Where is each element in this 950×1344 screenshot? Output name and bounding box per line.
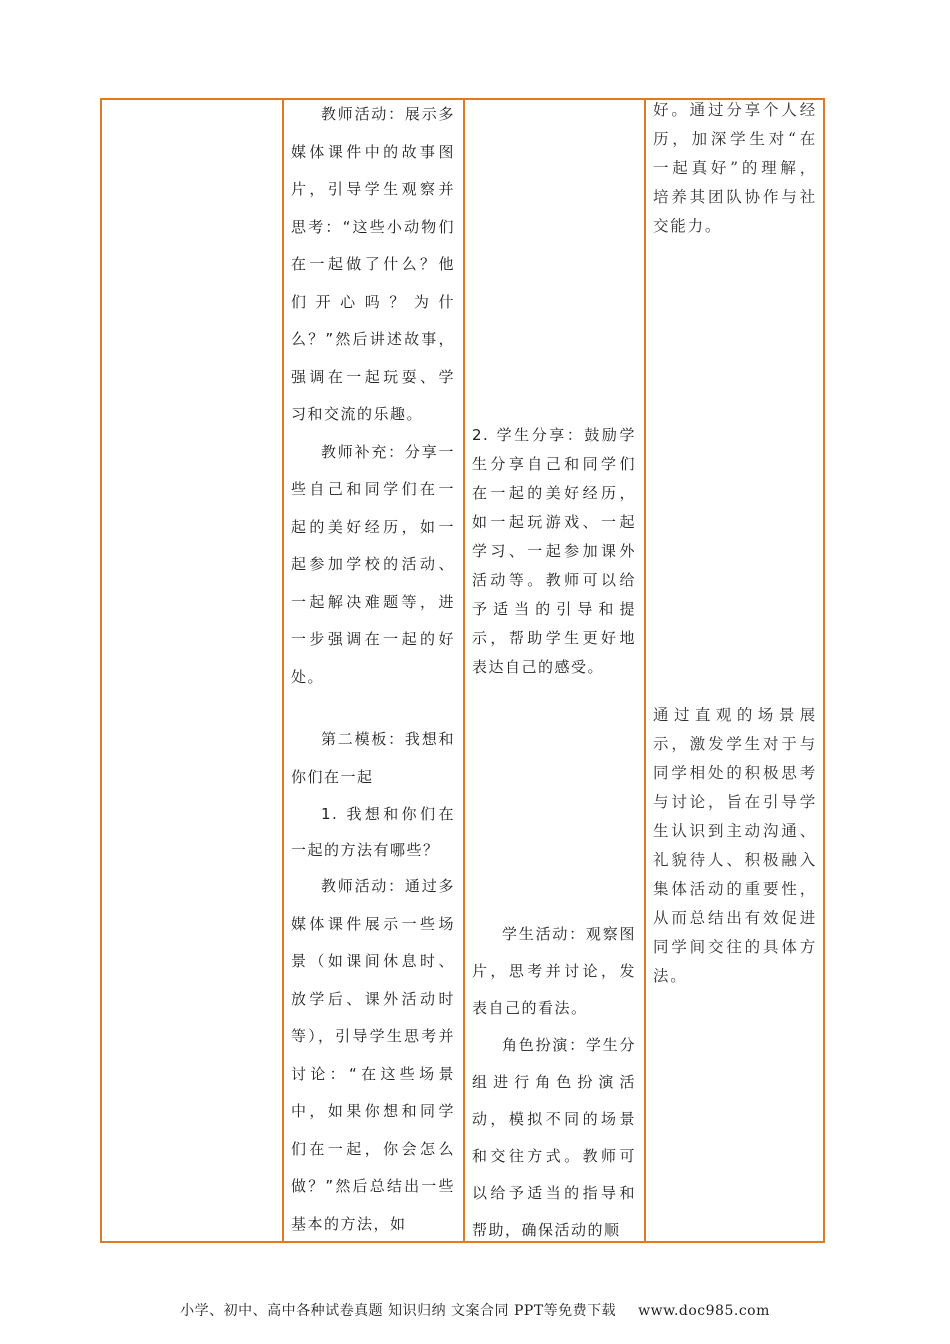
design-intent-cell-bottom (645, 701, 825, 991)
student-sharing-cell (464, 421, 644, 682)
student-activity-paragraph: 学生活动：观察图片，思考并讨论，发表自己的看法。 (472, 925, 636, 1017)
module-two-question: 1. 我想和你们在一起的方法有哪些？ (291, 805, 455, 859)
column-divider (644, 100, 646, 1241)
role-play-paragraph: 角色扮演：学生分组进行角色扮演活动，模拟不同的场景和交往方式。教师可以给予适当的指导和帮助，确保活动的顺 (472, 1036, 636, 1239)
footer-text: 小学、初中、高中各种试卷真题 知识归纳 文案合同 PPT等免费下载 (180, 1303, 617, 1319)
teacher-activity-cell (283, 96, 463, 696)
page-footer (0, 1300, 950, 1320)
design-intent-cell-top (645, 96, 825, 241)
design-intent-scenes: 通过直观的场景展示，激发学生对于与同学相处的积极思考与讨论，旨在引导学生认识到主动沟通、礼貌待人、积极融入集体活动的重要性，从而总结出有效促进同学间交往的具体方法。 (653, 706, 817, 985)
design-intent-sharing: 好。通过分享个人经历，加深学生对“在一起真好”的理解，培养其团队协作与社交能力。 (653, 101, 817, 235)
teacher-activity-story-paragraph: 教师活动：展示多媒体课件中的故事图片，引导学生观察并思考：“这些小动物们在一起做了什么？他们开心吗？为什么？”然后讲述故事，强调在一起玩耍、学习和交流的乐趣。 (291, 105, 455, 423)
teacher-supplement-paragraph: 教师补充：分享一些自己和同学们在一起的美好经历，如一起参加学校的活动、一起解决难题等，进一步强调在一起的好处。 (291, 442, 455, 686)
module-two-title: 第二模板：我想和你们在一起 (291, 730, 455, 786)
module-two-cell (283, 721, 463, 1243)
student-activity-cell (464, 916, 644, 1249)
student-sharing-paragraph: 2. 学生分享：鼓励学生分享自己和同学们在一起的美好经历，如一起玩游戏、一起学习、一起参加课外活动等。教师可以给予适当的引导和提示，帮助学生更好地表达自己的感受。 (472, 426, 636, 676)
footer-url[interactable]: www.doc985.com (638, 1303, 770, 1319)
teacher-activity-scenes-paragraph: 教师活动：通过多媒体课件展示一些场景（如课间休息时、放学后、课外活动时等），引导学生思考并讨论：“在这些场景中，如果你想和同学们在一起，你会怎么做？”然后总结出一些基本的方法，如 (291, 877, 455, 1233)
